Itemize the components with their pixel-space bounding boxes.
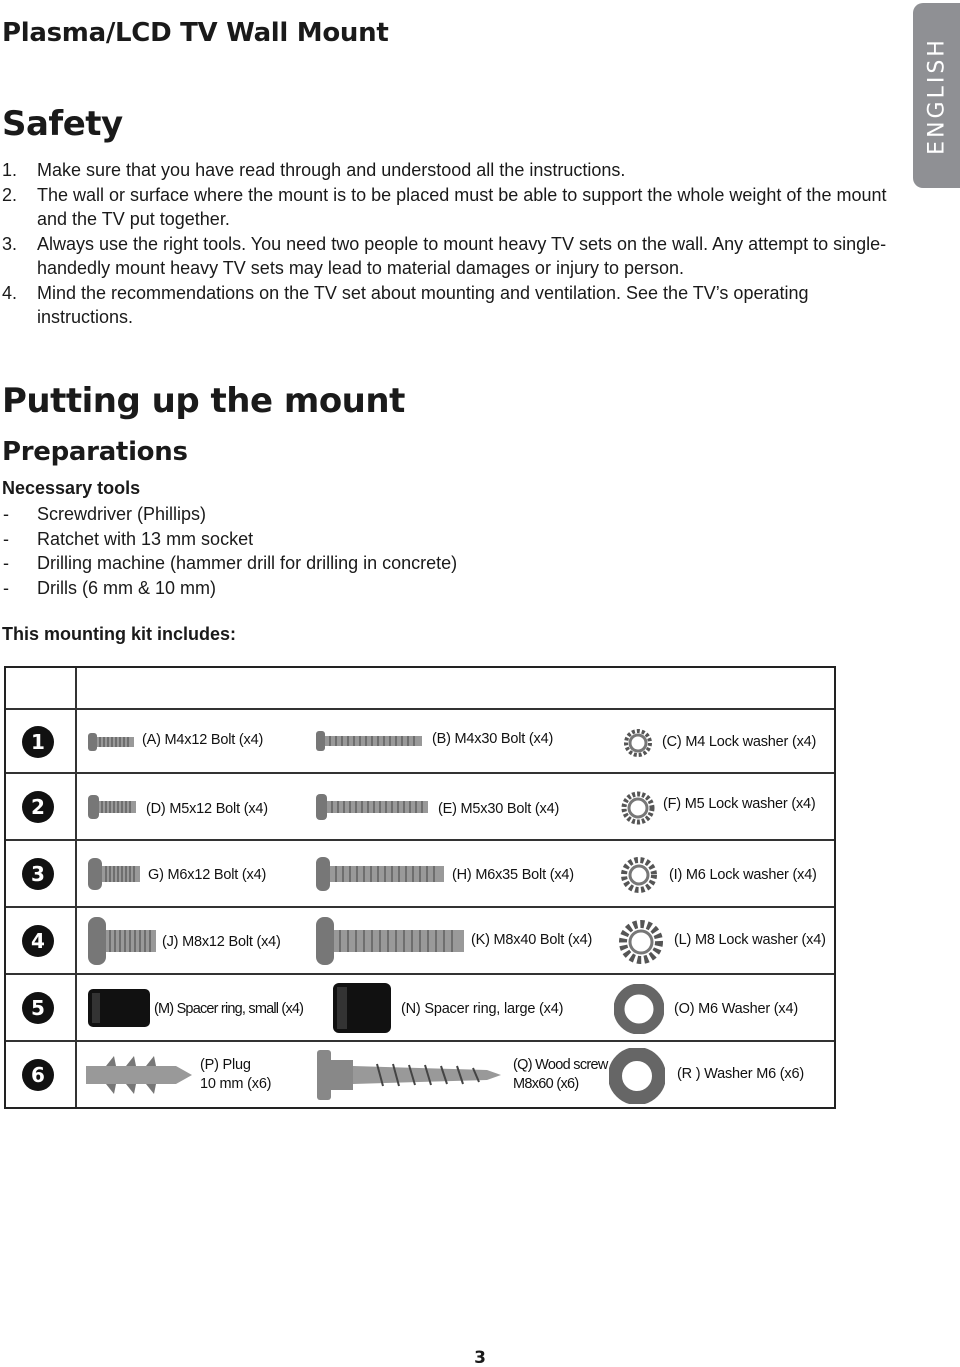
part-label: (H) M6x35 Bolt (x4): [452, 867, 574, 883]
short-bolt-icon: [88, 857, 142, 891]
small-spacer-ring-icon: [88, 989, 152, 1027]
kit-row: [6, 908, 838, 974]
part-label: (J) M8x12 Bolt (x4): [162, 934, 281, 950]
part-label: (E) M5x30 Bolt (x4): [438, 801, 560, 817]
document-title: Plasma/LCD TV Wall Mount: [2, 18, 389, 48]
part-label: (C) M4 Lock washer (x4): [662, 734, 817, 750]
safety-item-number: 4.: [2, 282, 18, 303]
safety-item-text: Always use the right tools. You need two people to mount heavy TV sets on the wall. Any attempt to single-handedly mount heavy TV sets may lead to material damages or injury to person.: [37, 233, 887, 278]
part-label: (A) M4x12 Bolt (x4): [142, 732, 264, 748]
tool-item-text: Ratchet with 13 mm socket: [37, 528, 254, 549]
part-label: (Q) Wood screw: [513, 1057, 608, 1073]
part-label: (L) M8 Lock washer (x4): [674, 932, 826, 948]
safety-item: [0, 232, 900, 281]
kit-row: [6, 1042, 838, 1108]
safety-item-text: The wall or surface where the mount is to be placed must be able to support the whole weight of the mount and the TV put together.: [37, 184, 887, 229]
safety-item-number: 3.: [2, 233, 18, 254]
language-tab: [913, 3, 960, 188]
page-number: 3: [474, 1348, 486, 1367]
tool-item: - Ratchet with 13 mm socket: [3, 528, 254, 549]
part-label: (O) M6 Washer (x4): [674, 1001, 798, 1017]
row-number-badge: 3: [22, 858, 54, 890]
part-label: (N) Spacer ring, large (x4): [401, 1001, 564, 1017]
tools-list: [0, 502, 457, 600]
lock-washer-icon: [620, 856, 658, 894]
safety-list: [0, 158, 900, 330]
kit-heading: This mounting kit includes:: [2, 624, 236, 644]
lock-washer-icon: [623, 728, 653, 758]
safety-item-text: Make sure that you have read through and understood all the instructions.: [37, 160, 626, 180]
safety-item: [0, 183, 900, 232]
kit-row: [6, 975, 838, 1041]
part-label: (I) M6 Lock washer (x4): [669, 867, 817, 883]
part-label: 10 mm (x6): [200, 1076, 272, 1092]
lock-washer-icon: [618, 919, 664, 965]
part-label: (R ) Washer M6 (x6): [677, 1066, 804, 1082]
part-label: (K) M8x40 Bolt (x4): [471, 932, 593, 948]
tool-item-text: Drills (6 mm & 10 mm): [37, 577, 216, 598]
short-bolt-icon: [88, 731, 136, 753]
part-label: (P) Plug: [200, 1057, 251, 1073]
long-bolt-icon: [316, 916, 466, 966]
safety-item-number: 2.: [2, 184, 18, 205]
tool-item-text: Drilling machine (hammer drill for drilling in concrete): [37, 553, 458, 573]
long-bolt-icon: [316, 856, 446, 892]
safety-heading: Safety: [2, 104, 123, 144]
row-number-badge: 2: [22, 791, 54, 823]
kit-row: [6, 709, 838, 775]
part-label: G) M6x12 Bolt (x4): [148, 867, 267, 883]
large-spacer-ring-icon: [333, 983, 393, 1033]
kit-table: [4, 666, 836, 1109]
part-label: M8x60 (x6): [513, 1076, 579, 1092]
language-tab-label: ENGLISH: [924, 36, 949, 155]
part-label: (D) M5x12 Bolt (x4): [146, 801, 268, 817]
tool-item: - Screwdriver (Phillips): [3, 504, 207, 524]
washer-icon: [614, 984, 664, 1034]
wall-plug-icon: [86, 1052, 194, 1098]
row-number-badge: 5: [22, 992, 54, 1024]
tool-item-text: Screwdriver (Phillips): [37, 504, 207, 524]
short-bolt-icon: [88, 794, 138, 820]
tool-item: - Drills (6 mm & 10 mm): [3, 577, 216, 598]
short-bolt-icon: [88, 916, 158, 966]
row-number-badge: 1: [22, 726, 54, 758]
part-label: (M) Spacer ring, small (x4): [154, 1001, 304, 1017]
section-heading: Putting up the mount: [2, 381, 405, 421]
safety-item: [0, 158, 900, 183]
subsection-heading: Preparations: [2, 437, 188, 467]
safety-item-text: Mind the recommendations on the TV set about mounting and ventilation. See the TV’s operating instructions.: [37, 282, 809, 327]
long-bolt-icon: [316, 729, 424, 753]
row-number-badge: 6: [22, 1059, 54, 1091]
row-number-badge: 4: [22, 925, 54, 957]
tools-heading: Necessary tools: [2, 478, 141, 498]
long-bolt-icon: [316, 793, 430, 821]
wood-screw-icon: [317, 1046, 503, 1104]
kit-row: [6, 774, 838, 840]
part-label: (F) M5 Lock washer (x4): [663, 796, 816, 812]
tool-item: - Drilling machine (hammer drill for drilling in concrete): [3, 553, 458, 573]
part-label: (B) M4x30 Bolt (x4): [432, 731, 554, 747]
safety-item-number: 1.: [2, 160, 18, 180]
lock-washer-icon: [621, 791, 655, 825]
washer-icon: [609, 1048, 665, 1104]
safety-item: [0, 281, 900, 330]
kit-row: [6, 841, 838, 907]
